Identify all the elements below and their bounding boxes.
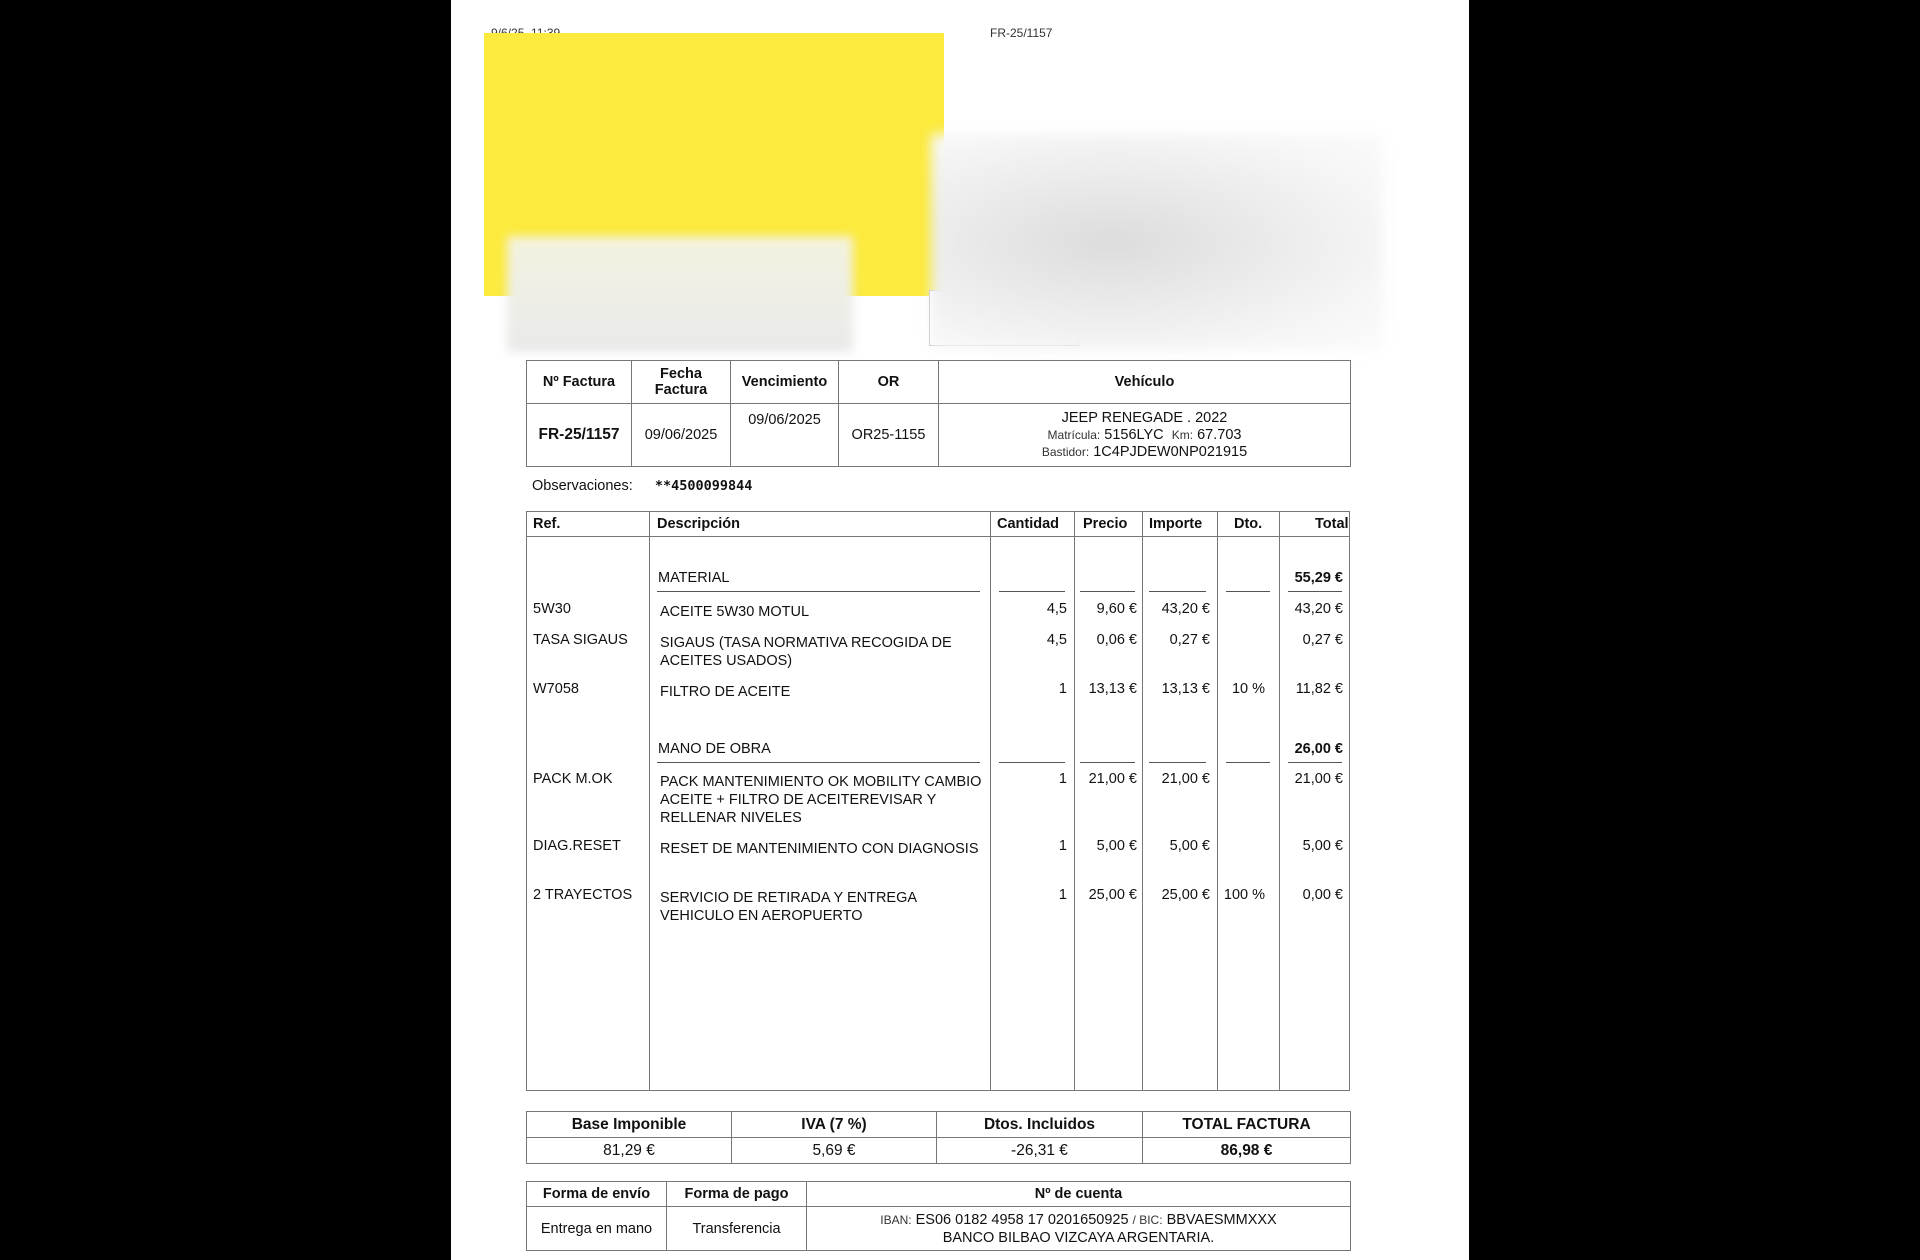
payment-shipping: Entrega en mano — [527, 1207, 667, 1251]
col-header-disc: Dto. — [1234, 516, 1263, 532]
col-header-price: Precio — [1083, 516, 1128, 532]
line-qty: 4,5 — [1046, 632, 1067, 648]
blurred-customer-info — [931, 134, 1383, 350]
line-ref: TASA SIGAUS — [533, 632, 628, 648]
group-title-labor: MANO DE OBRA — [658, 741, 771, 757]
line-total: 43,20 € — [1294, 601, 1343, 617]
line-ref: 5W30 — [533, 601, 571, 617]
vin-label: Bastidor: — [1041, 444, 1090, 459]
header-or: OR — [839, 361, 939, 404]
plate-value: 5156LYC — [1104, 426, 1164, 443]
line-desc: SERVICIO DE RETIRADA Y ENTREGA VEHICULO EN AEROPUERTO — [660, 890, 917, 924]
col-header-desc: Descripción — [657, 516, 740, 532]
bic-value: BBVAESMMXXX — [1166, 1211, 1277, 1228]
line-total: 5,00 € — [1302, 838, 1343, 854]
header-vehicle: Vehículo — [939, 361, 1351, 404]
km-value: 67.703 — [1197, 426, 1242, 443]
line-price: 9,60 € — [1096, 601, 1137, 617]
col-header-amount: Importe — [1149, 516, 1203, 532]
line-ref: DIAG.RESET — [533, 838, 621, 854]
group-total-labor: 26,00 € — [1294, 741, 1343, 757]
line-qty: 1 — [1058, 887, 1067, 903]
line-price: 21,00 € — [1088, 771, 1137, 787]
km-label: Km: — [1171, 427, 1194, 442]
group-title-material: MATERIAL — [658, 570, 730, 586]
totals-discounts: -26,31 € — [937, 1138, 1143, 1164]
payment-header-method: Forma de pago — [667, 1182, 807, 1207]
or-number: OR25-1155 — [839, 404, 939, 467]
line-desc: RESET DE MANTENIMIENTO CON DIAGNOSIS — [660, 841, 979, 857]
totals-header-total: TOTAL FACTURA — [1143, 1112, 1351, 1138]
payment-header-account: Nº de cuenta — [807, 1182, 1351, 1207]
line-desc: FILTRO DE ACEITE — [660, 684, 791, 700]
header-invoice-no: Nº Factura — [527, 361, 632, 404]
invoice-page — [451, 0, 1469, 1260]
observations — [532, 478, 752, 494]
observations-label: Observaciones: — [532, 478, 633, 494]
line-ref: PACK M.OK — [533, 771, 613, 787]
items-table — [526, 511, 1350, 1091]
line-qty: 1 — [1058, 771, 1067, 787]
totals-vat: 5,69 € — [732, 1138, 937, 1164]
line-total: 0,27 € — [1302, 632, 1343, 648]
totals-header-vat: IVA (7 %) — [732, 1112, 937, 1138]
line-price: 0,06 € — [1096, 632, 1137, 648]
invoice-date: 09/06/2025 — [632, 404, 731, 467]
totals-grand-total: 86,98 € — [1143, 1138, 1351, 1164]
payment-method: Transferencia — [667, 1207, 807, 1251]
line-ref: W7058 — [533, 681, 579, 697]
line-amount: 5,00 € — [1169, 838, 1210, 854]
header-invoice-date: Fecha Factura — [632, 361, 731, 404]
invoice-header-table — [526, 360, 1351, 467]
vehicle-info — [939, 404, 1351, 467]
col-header-total: Total — [1315, 516, 1349, 532]
line-price: 5,00 € — [1096, 838, 1137, 854]
line-total: 21,00 € — [1294, 771, 1343, 787]
totals-table — [526, 1111, 1351, 1164]
line-amount: 21,00 € — [1161, 771, 1210, 787]
line-total: 11,82 € — [1295, 681, 1343, 697]
line-desc: PACK MANTENIMIENTO OK MOBILITY CAMBIO ACEITE + FILTRO DE ACEITEREVISAR Y RELLENAR NIVELES — [660, 774, 982, 826]
line-amount: 43,20 € — [1161, 601, 1210, 617]
line-qty: 1 — [1058, 681, 1067, 697]
line-ref: 2 TRAYECTOS — [533, 887, 633, 903]
line-total: 0,00 € — [1302, 887, 1343, 903]
header-due-date: Vencimiento — [731, 361, 839, 404]
payment-table — [526, 1181, 1351, 1251]
line-price: 13,13 € — [1088, 681, 1137, 697]
totals-header-discounts: Dtos. Incluidos — [937, 1112, 1143, 1138]
col-header-qty: Cantidad — [997, 516, 1060, 532]
totals-base: 81,29 € — [527, 1138, 732, 1164]
line-amount: 25,00 € — [1161, 887, 1210, 903]
observations-value: **4500099844 — [654, 478, 753, 494]
due-date: 09/06/2025 — [731, 404, 839, 467]
iban-value: ES06 0182 4958 17 0201650925 — [915, 1211, 1129, 1228]
bank-name: BANCO BILBAO VIZCAYA ARGENTARIA. — [942, 1229, 1215, 1246]
bic-label: / BIC: — [1132, 1212, 1163, 1227]
group-total-material: 55,29 € — [1294, 570, 1343, 586]
line-desc: SIGAUS (TASA NORMATIVA RECOGIDA DE ACEITES USADOS) — [660, 635, 952, 669]
payment-header-shipping: Forma de envío — [527, 1182, 667, 1207]
line-price: 25,00 € — [1088, 887, 1137, 903]
line-qty: 4,5 — [1046, 601, 1067, 617]
line-disc: 100 % — [1223, 887, 1265, 903]
print-doc-ref: FR-25/1157 — [990, 26, 1053, 40]
line-amount: 13,13 € — [1161, 681, 1210, 697]
plate-label: Matrícula: — [1047, 427, 1101, 442]
line-qty: 1 — [1058, 838, 1067, 854]
vin-value: 1C4PJDEW0NP021915 — [1093, 443, 1248, 460]
totals-header-base: Base Imponible — [527, 1112, 732, 1138]
col-header-ref: Ref. — [533, 516, 561, 532]
line-amount: 0,27 € — [1169, 632, 1210, 648]
invoice-number: FR-25/1157 — [527, 404, 632, 467]
line-disc: 10 % — [1231, 681, 1265, 697]
vehicle-model: JEEP RENEGADE . 2022 — [1061, 409, 1228, 426]
iban-label: IBAN: — [880, 1212, 912, 1227]
line-desc: ACEITE 5W30 MOTUL — [660, 604, 810, 620]
payment-account — [807, 1207, 1351, 1251]
blurred-company-info — [507, 236, 853, 352]
